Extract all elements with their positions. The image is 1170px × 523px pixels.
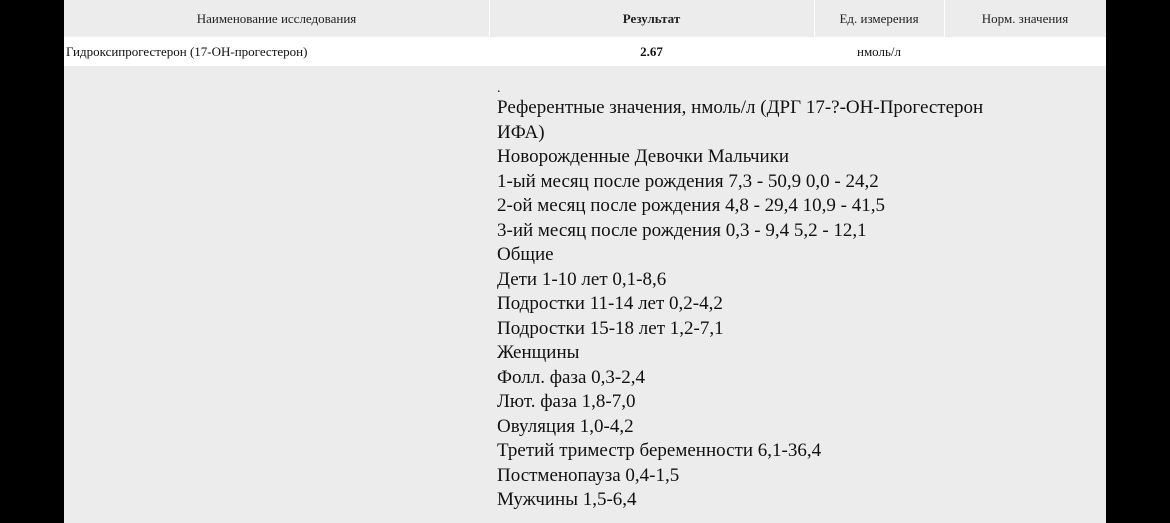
header-name: Наименование исследования — [196, 10, 357, 26]
column-divider — [814, 0, 815, 37]
reference-line: Подростки 11-14 лет 0,2-4,2 — [497, 293, 723, 314]
column-divider — [489, 0, 490, 37]
results-page — [64, 0, 1106, 523]
reference-line: Лют. фаза 1,8-7,0 — [497, 391, 636, 412]
test-name: Гидроксипрогестерон (17-ОН-прогестерон) — [66, 43, 308, 59]
header-result: Результат — [622, 10, 681, 26]
reference-line: Овуляция 1,0-4,2 — [497, 415, 634, 437]
test-units: нмоль/л — [856, 43, 902, 59]
test-norm — [944, 37, 1106, 66]
reference-line: 2-ой месяц после рождения 4,8 - 29,4 10,9 - 41,5 — [497, 195, 885, 216]
table-row — [64, 37, 1106, 66]
reference-line: Постменопауза 0,4-1,5 — [497, 464, 680, 486]
reference-line: Подростки 15-18 лет 1,2-7,1 — [497, 317, 724, 339]
column-divider — [944, 0, 945, 37]
reference-row — [64, 66, 1106, 523]
header-units: Ед. измерения — [839, 10, 919, 26]
reference-line: Фолл. фаза 0,3-2,4 — [497, 366, 645, 388]
reference-line: ИФА) — [497, 121, 545, 143]
header-norm: Норм. значения — [981, 10, 1069, 26]
table-header-row — [64, 0, 1106, 37]
reference-line: Третий триместр беременности 6,1-36,4 — [497, 440, 822, 461]
reference-values — [497, 82, 1057, 513]
reference-dot: . — [497, 81, 501, 96]
reference-line: Новорожденные Девочки Мальчики — [497, 146, 790, 167]
reference-line: Мужчины 1,5-6,4 — [497, 489, 637, 510]
reference-lines — [497, 96, 1057, 513]
test-result: 2.67 — [640, 43, 663, 59]
reference-line: Общие — [497, 244, 554, 265]
reference-line: 1-ый месяц после рождения 7,3 - 50,9 0,0 - 24,2 — [497, 170, 879, 192]
reference-line: 3-ий месяц после рождения 0,3 - 9,4 5,2 - 12,1 — [497, 219, 867, 241]
reference-line: Женщины — [497, 342, 580, 363]
reference-line: Дети 1-10 лет 0,1-8,6 — [497, 268, 667, 290]
reference-line: Референтные значения, нмоль/л (ДРГ 17-?-ОН-Прогестерон — [497, 97, 984, 118]
